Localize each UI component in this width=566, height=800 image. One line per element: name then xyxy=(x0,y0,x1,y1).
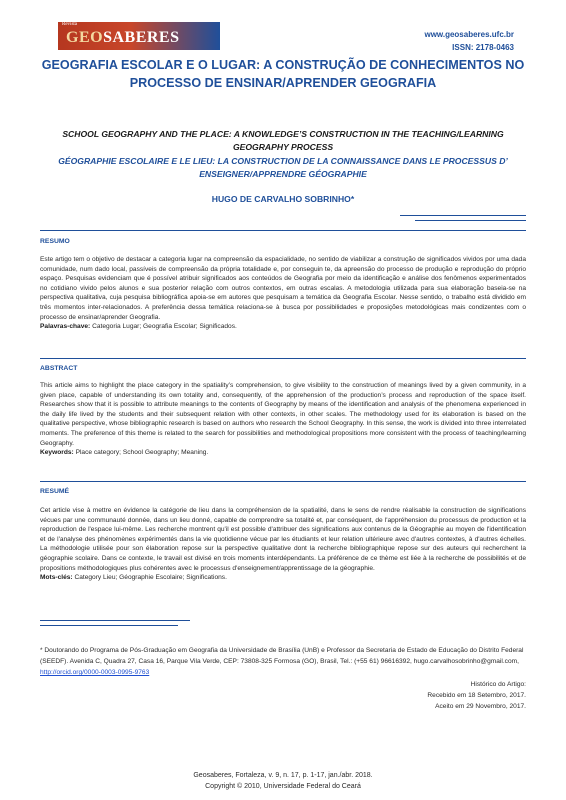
divider xyxy=(415,220,526,221)
section-label-abstract: ABSTRACT xyxy=(40,365,78,372)
author: HUGO DE CARVALHO SOBRINHO* xyxy=(211,194,355,204)
received-date: Recebido em 18 Setembro, 2017. xyxy=(427,692,526,699)
abstract-pt-text: Este artigo tem o objetivo de destacar a categoria lugar na compreensão da espacialidade, no sentido de viabilizar a construção de significados vividos por uma dada comunidade, num dado local, passíveis de compreensão da própria totalidade e, por conseguin te, da apreensão do processo de produção e reprodução do próprio espaço. Pesquisas evidenciam que é possível atribuir significados aos conteúdos de Geografia por meio da identificação e análise dos fenômenos experimentados no cotidiano vivido pelos alunos e sua posterior relação com outros contextos, em outras escalas. A metodologia utilizada para sua elaboração baseia-se na perspectiva qualitativa, cuja pesquisa bibliográfica apoia-se em autores que pesquisam a temática da Geografia Escolar. Nesse sentido, o trabalho está dividido em três momentos inter-relacionados. A preferência dessa temática relaciona-se à busca por possibilidades e proposições metodológicas mais condizentes com o processo de ensinar/aprender Geografia. xyxy=(40,256,526,321)
keywords-pt-label: Palavras-chave: xyxy=(40,323,91,331)
divider xyxy=(40,625,178,626)
copyright: Copyright © 2010, Universidade Federal do Ceará xyxy=(205,783,361,790)
divider xyxy=(40,620,190,621)
keywords-pt: Categoria Lugar; Geografia Escolar; Significados. xyxy=(92,323,237,331)
section-label-resumo: RESUMO xyxy=(40,238,70,245)
title-fr: GÉOGRAPHIE ESCOLAIRE E LE LIEU: LA CONSTRUCTION DE LA CONNAISSANCE DANS LE PROCESSUS D’ ENSEIGNER/APPRENDRE GÉOGRAPHIE xyxy=(58,156,508,179)
logo-saberes: SABERES xyxy=(103,28,180,46)
orcid-link[interactable]: http://orcid.org/0000-0003-0995-9763 xyxy=(40,669,150,676)
divider xyxy=(40,230,526,231)
keywords-fr: Category Lieu; Géographie Escolaire; Significations. xyxy=(74,574,227,582)
author-footnote xyxy=(40,645,526,678)
keywords-en: Place category; School Geography; Meaning. xyxy=(75,449,209,457)
abstract-fr-text: Cet article vise à mettre en évidence la catégorie de lieu dans la compréhension de la spatialité, dans le sens de rendre réalisable la construction de significations vécues par une communauté donnée, dans un lieu donné, capable de comprendre sa totalité et, par conséquent, de l'appréhension du processus de production et la reproduction de l'espace lui-même. Les recherche montrent qu'il est possible d'attribuer des significations aux contenus de la Géographie au moyen de l'identification et de l'analyse des phénomènes expérimentés dans la vie quotidienne vécue par les étudiants et leur relation ultérieure avec d'autres contextes, à d'autres échelles. La méthodologie utilisée pour son élaboration repose sur la perspective qualitative dont la recherche bibliographique repose sur des auteurs qui recherchent la géographie scolaire. Dans ce contexte, le travail est divisé en trois moments interdépendants. La préférence de ce thème est liée à la recherche de possibilités et de propositions méthodologiques plus cohérentes avec le processus d'enseignement/apprentissage de la géographie. xyxy=(40,507,526,572)
article-history xyxy=(427,679,526,712)
divider xyxy=(40,358,526,359)
history-label: Histórico do Artigo: xyxy=(470,681,526,688)
abstract-en xyxy=(40,381,526,458)
section-label-resume: RESUMÉ xyxy=(40,488,70,495)
page-footer xyxy=(40,770,526,792)
footnote-text: * Doutorando do Programa de Pós-Graduação em Geografia da Universidade de Brasília (UnB) e Professor da Secretaria de Estado de Educação do Distrito Federal (SEEDF). Avenida C, Quadra 27, Casa 16, Parque Vila Verde, CEP: 73808-325 Formosa (GO), Brasil, Tel.: (+55 61) 96616392, hugo.carvalhosobrinho@gmail.com, xyxy=(40,647,524,665)
divider xyxy=(400,215,526,216)
title-en: SCHOOL GEOGRAPHY AND THE PLACE: A KNOWLEDGE’S CONSTRUCTION IN THE TEACHING/LEARNING GEOGRAPHY PROCESS xyxy=(62,129,504,152)
title-pt: GEOGRAFIA ESCOLAR E O LUGAR: A CONSTRUÇÃO DE CONHECIMENTOS NO PROCESSO DE ENSINAR/APRENDER GEOGRAFIA xyxy=(41,58,525,90)
divider xyxy=(40,481,526,482)
accepted-date: Aceito em 29 Novembro, 2017. xyxy=(435,703,526,710)
keywords-en-label: Keywords: xyxy=(40,449,74,457)
abstract-fr xyxy=(40,506,526,583)
journal-info xyxy=(424,28,514,54)
website-url: www.geosaberes.ufc.br xyxy=(424,30,514,39)
abstract-en-text: This article aims to highlight the place category in the spatiality’s comprehension, to give visibility to the construction of meanings lived by a given community, in a given place, capable of understanding its own totality and, consequently, of the apprehension of the production’s process and reproduction of the space itself. Researches show that it is possible to attribute meanings to the contents of Geography by means of the identification and analysis of the phenomena experienced in the daily life lived by the students and their subsequent relation with other contexts, in other scales. The methodology used for its elaboration is based on the qualitative perspective, whose bibliographic research is based on authors who research the School Geography. In this sense, the work is divided into three interrelated moments. The preference of this theme is related to the search for possibilities and methodological propositions more consistent with the process of teaching/learning Geography. xyxy=(40,382,526,447)
logo-geo: GEO xyxy=(66,28,104,46)
journal-logo xyxy=(58,22,220,50)
issn: ISSN: 2178-0463 xyxy=(452,43,514,52)
abstract-pt xyxy=(40,255,526,332)
keywords-fr-label: Mots-clés: xyxy=(40,574,73,582)
logo-revista: Revista xyxy=(62,22,77,27)
citation: Geosaberes, Fortaleza, v. 9, n. 17, p. 1-17, jan./abr. 2018. xyxy=(193,772,373,779)
